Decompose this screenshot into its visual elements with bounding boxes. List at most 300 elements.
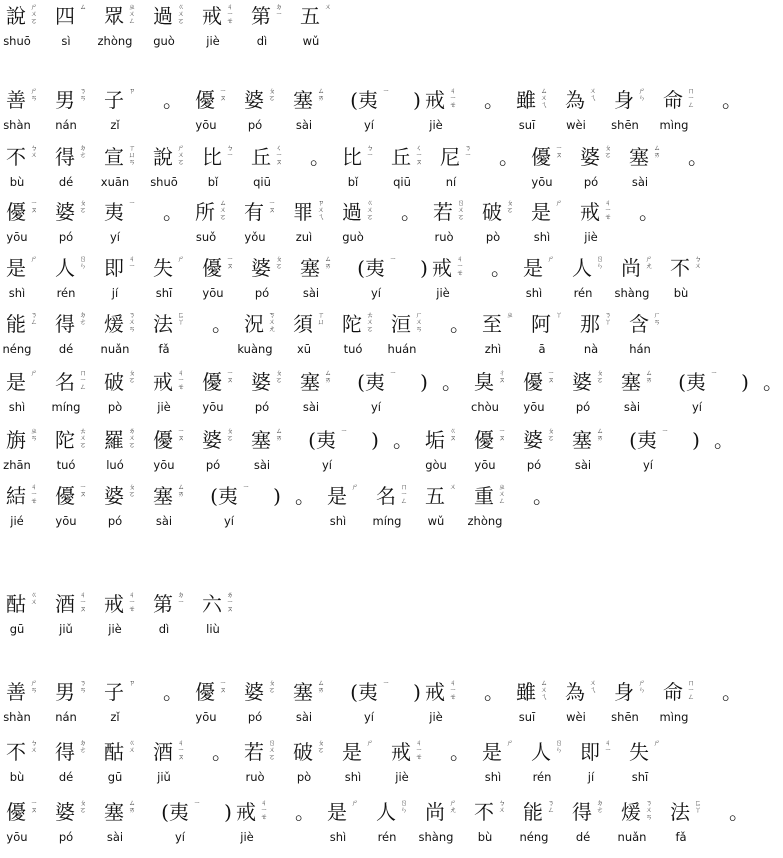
text-line bbox=[3, 427, 734, 478]
text-line bbox=[3, 3, 706, 54]
zhuyin-annotation: ㄔㄡ bbox=[498, 369, 506, 384]
ruby-character bbox=[391, 740, 429, 790]
ruby-character bbox=[614, 255, 659, 306]
ruby-character bbox=[365, 370, 403, 420]
ruby-character bbox=[391, 145, 429, 195]
hanzi: 優 bbox=[153, 428, 173, 452]
hanzi: 婆 bbox=[104, 484, 124, 508]
hanzi: 塞 bbox=[251, 428, 271, 452]
pinyin-annotation: jiè bbox=[240, 830, 254, 844]
ruby-character bbox=[482, 200, 520, 250]
pinyin-annotation: ruò bbox=[434, 230, 454, 244]
zhuyin-annotation: ㄗㄨㄟ bbox=[317, 199, 325, 221]
ruby-character bbox=[572, 370, 610, 420]
hanzi: 第 bbox=[153, 592, 173, 616]
zhuyin-annotation: ㄋㄢ bbox=[79, 679, 87, 694]
hanzi: 婆 bbox=[251, 370, 271, 394]
pinyin-annotation: rén bbox=[56, 286, 76, 300]
period-mark: 。 bbox=[533, 484, 553, 508]
pinyin-annotation: jiè bbox=[436, 286, 450, 300]
ruby-character bbox=[55, 312, 93, 362]
hanzi: 是 bbox=[482, 740, 502, 764]
period-mark: 。 bbox=[484, 88, 504, 112]
zhuyin-annotation: ㄅㄧ bbox=[226, 144, 234, 159]
pinyin-annotation: nà bbox=[583, 342, 599, 356]
zhuyin-annotation: ㄖㄨㄛ bbox=[268, 739, 276, 761]
pinyin-annotation: dé bbox=[58, 342, 74, 356]
pinyin-annotation: nán bbox=[55, 118, 77, 132]
pinyin-annotation: shī bbox=[631, 770, 649, 784]
pinyin-annotation: dì bbox=[158, 622, 170, 636]
hanzi: 婆 bbox=[244, 88, 264, 112]
hanzi: 破 bbox=[482, 200, 502, 224]
ruby-character bbox=[55, 256, 93, 306]
pinyin-annotation: pó bbox=[58, 830, 74, 844]
ruby-character bbox=[153, 592, 191, 642]
pinyin-annotation: zhān bbox=[3, 458, 31, 472]
hanzi: 不 bbox=[6, 740, 26, 764]
pinyin-annotation: rén bbox=[573, 286, 593, 300]
hanzi: 是 bbox=[523, 256, 543, 280]
pinyin-annotation: yōu bbox=[474, 458, 496, 472]
zhuyin-annotation: ㄕ bbox=[547, 255, 555, 263]
paren-mark: ( bbox=[678, 370, 686, 394]
zhuyin-annotation: ㄍㄨㄛ bbox=[177, 3, 185, 25]
zhuyin-annotation: ㄋㄥ bbox=[547, 799, 555, 814]
hanzi: 六 bbox=[202, 592, 222, 616]
zhuyin-annotation: ㄆㄛ bbox=[268, 87, 276, 102]
pinyin-annotation: suǒ bbox=[195, 230, 217, 244]
hanzi: 酒 bbox=[55, 592, 75, 616]
ruby-character bbox=[670, 800, 708, 850]
pinyin-annotation: shì bbox=[484, 770, 502, 784]
pinyin-annotation: jiè bbox=[429, 710, 443, 724]
paren-mark: ( bbox=[161, 800, 169, 824]
zhuyin-annotation: ㄍㄨ bbox=[128, 739, 136, 754]
zhuyin-annotation: ㄕ bbox=[506, 739, 514, 747]
pinyin-annotation: rén bbox=[532, 770, 552, 784]
hanzi: 失 bbox=[153, 256, 173, 280]
pinyin-annotation: xuān bbox=[100, 175, 130, 189]
pinyin-annotation: jiǔ bbox=[59, 622, 73, 636]
paren-mark: ( bbox=[210, 484, 218, 508]
ruby-character bbox=[251, 145, 289, 195]
ruby-character bbox=[244, 740, 282, 790]
zhuyin-annotation: ㄍㄨ bbox=[30, 591, 38, 606]
period-mark: 。 bbox=[722, 680, 742, 704]
zhuyin-annotation: ㄨ bbox=[449, 483, 457, 491]
zhuyin-annotation: ㄕㄨㄛ bbox=[30, 3, 38, 25]
pinyin-annotation: bù bbox=[9, 175, 25, 189]
pinyin-annotation: shàn bbox=[3, 710, 31, 724]
ruby-character bbox=[572, 256, 610, 306]
ruby-character bbox=[104, 680, 142, 730]
hanzi: 身 bbox=[614, 680, 634, 704]
ruby-character bbox=[300, 370, 338, 420]
ruby-character bbox=[3, 679, 44, 730]
zhuyin-annotation: ㄅㄨ bbox=[694, 255, 702, 270]
hanzi: 優 bbox=[195, 88, 215, 112]
ruby-character bbox=[482, 312, 520, 362]
ruby-character bbox=[195, 200, 233, 250]
zhuyin-annotation: ㄇㄧㄥ bbox=[79, 369, 87, 391]
zhuyin-annotation: ㄗ bbox=[128, 679, 136, 687]
hanzi: 即 bbox=[580, 740, 600, 764]
hanzi: 是 bbox=[6, 256, 26, 280]
ruby-character bbox=[202, 4, 240, 54]
ruby-character bbox=[565, 88, 603, 138]
pinyin-annotation: bǐ bbox=[347, 175, 359, 189]
zhuyin-annotation: ㄙㄞ bbox=[324, 369, 332, 384]
pinyin-annotation: dé bbox=[58, 175, 74, 189]
pinyin-annotation: yí bbox=[223, 514, 234, 528]
pinyin-annotation: sài bbox=[302, 286, 320, 300]
ruby-character bbox=[6, 592, 44, 642]
zhuyin-annotation: ㄕㄨㄛ bbox=[177, 144, 185, 166]
pinyin-annotation: shì bbox=[8, 400, 26, 414]
ruby-character bbox=[153, 484, 191, 534]
zhuyin-annotation: ㄕㄢ bbox=[30, 87, 38, 102]
zhuyin-annotation: ㄐㄧㄝ bbox=[177, 369, 185, 391]
pinyin-annotation: sài bbox=[253, 458, 271, 472]
pinyin-annotation: shì bbox=[533, 230, 551, 244]
hanzi: 陀 bbox=[55, 428, 75, 452]
hanzi: 夷 bbox=[169, 800, 189, 824]
zhuyin-annotation: ㄙㄞ bbox=[177, 483, 185, 498]
paren-mark: ( bbox=[308, 428, 316, 452]
ruby-character bbox=[425, 680, 463, 730]
pinyin-annotation: tuó bbox=[56, 458, 76, 472]
zhuyin-annotation: ㄏㄢ bbox=[653, 311, 661, 326]
pinyin-annotation: xū bbox=[296, 342, 312, 356]
zhuyin-annotation: ㄍㄨㄛ bbox=[366, 199, 374, 221]
ruby-character bbox=[376, 800, 414, 850]
hanzi: 戒 bbox=[425, 88, 445, 112]
ruby-character bbox=[471, 369, 512, 420]
ruby-character bbox=[580, 200, 618, 250]
paren-mark: ( bbox=[357, 370, 365, 394]
ruby-character bbox=[531, 740, 569, 790]
pinyin-annotation: qiū bbox=[253, 175, 271, 189]
paren-mark: ) bbox=[741, 370, 749, 394]
hanzi: 婆 bbox=[580, 145, 600, 169]
pinyin-annotation: zǐ bbox=[110, 118, 120, 132]
hanzi: 煖 bbox=[621, 800, 641, 824]
hanzi: 羅 bbox=[104, 428, 124, 452]
hanzi: 得 bbox=[55, 740, 75, 764]
zhuyin-annotation: ㄧㄡ bbox=[547, 369, 555, 384]
zhuyin-annotation: ㄖㄣ bbox=[555, 739, 563, 754]
hanzi: 戒 bbox=[236, 800, 256, 824]
period-mark: 。 bbox=[393, 428, 413, 452]
ruby-character bbox=[516, 680, 554, 730]
pinyin-annotation: pó bbox=[58, 230, 74, 244]
hanzi: 罪 bbox=[293, 200, 313, 224]
pinyin-annotation: rén bbox=[377, 830, 397, 844]
period-mark: 。 bbox=[639, 200, 659, 224]
ruby-character bbox=[104, 88, 142, 138]
zhuyin-annotation: ㄙㄞ bbox=[317, 679, 325, 694]
zhuyin-annotation: ㄙㄞ bbox=[653, 144, 661, 159]
zhuyin-annotation: ㄕ bbox=[555, 199, 563, 207]
hanzi: 名 bbox=[376, 484, 396, 508]
hanzi: 塞 bbox=[572, 428, 592, 452]
ruby-character bbox=[3, 3, 44, 54]
ruby-character bbox=[104, 256, 142, 306]
pinyin-annotation: wǔ bbox=[427, 514, 445, 528]
zhuyin-annotation: ㄆㄛ bbox=[79, 799, 87, 814]
ruby-character bbox=[104, 592, 142, 642]
hanzi: 塞 bbox=[293, 88, 313, 112]
ruby-character bbox=[202, 370, 240, 420]
zhuyin-annotation: ㄐㄧ bbox=[604, 739, 612, 754]
paren-mark: ) bbox=[420, 370, 428, 394]
hanzi: 優 bbox=[531, 145, 551, 169]
ruby-character bbox=[55, 800, 93, 850]
zhuyin-annotation: ㄐㄧㄝ bbox=[449, 679, 457, 701]
pinyin-annotation: shàng bbox=[614, 286, 650, 300]
pinyin-annotation: sài bbox=[574, 458, 592, 472]
zhuyin-annotation: ㄅㄨ bbox=[498, 799, 506, 814]
hanzi: 雖 bbox=[516, 680, 536, 704]
zhuyin-annotation: ㄕㄤ bbox=[645, 255, 653, 270]
pinyin-annotation: mìng bbox=[659, 710, 689, 724]
zhuyin-annotation: ㄧㄡ bbox=[219, 679, 227, 694]
ruby-character bbox=[236, 800, 274, 850]
pinyin-annotation: sài bbox=[106, 830, 124, 844]
pinyin-annotation: bù bbox=[477, 830, 493, 844]
ruby-character bbox=[316, 428, 354, 478]
pinyin-annotation: shēn bbox=[611, 710, 639, 724]
zhuyin-annotation: ㄋㄨㄢ bbox=[645, 799, 653, 821]
pinyin-annotation: pò bbox=[107, 400, 123, 414]
hanzi: 夷 bbox=[218, 484, 238, 508]
pinyin-annotation: luó bbox=[106, 458, 124, 472]
period-mark: 。 bbox=[763, 370, 783, 394]
pinyin-annotation: pó bbox=[107, 514, 123, 528]
pinyin-annotation: yōu bbox=[195, 118, 217, 132]
hanzi: 酒 bbox=[153, 740, 173, 764]
zhuyin-annotation: ㄐㄧㄝ bbox=[449, 87, 457, 109]
zhuyin-annotation: ㄆㄛ bbox=[268, 679, 276, 694]
zhuyin-annotation: ㄑㄧㄡ bbox=[415, 144, 423, 166]
hanzi: 戒 bbox=[580, 200, 600, 224]
hanzi: 得 bbox=[55, 145, 75, 169]
hanzi: 阿 bbox=[531, 312, 551, 336]
ruby-character bbox=[169, 800, 207, 850]
zhuyin-annotation: ㄇㄧㄥ bbox=[687, 87, 695, 109]
ruby-character bbox=[6, 370, 44, 420]
text-line bbox=[6, 145, 706, 195]
zhuyin-annotation: ㄐㄧㄝ bbox=[604, 199, 612, 221]
period-mark: 。 bbox=[163, 680, 183, 704]
ruby-character bbox=[572, 428, 610, 478]
hanzi: 優 bbox=[6, 800, 26, 824]
pinyin-annotation: shàng bbox=[418, 830, 454, 844]
zhuyin-annotation: ㄙㄞ bbox=[275, 427, 283, 442]
pinyin-annotation: jiè bbox=[206, 34, 220, 48]
hanzi: 人 bbox=[572, 256, 592, 280]
hanzi: 善 bbox=[6, 680, 26, 704]
hanzi: 塞 bbox=[104, 800, 124, 824]
hanzi: 男 bbox=[55, 680, 75, 704]
ruby-character bbox=[3, 87, 44, 138]
ruby-character bbox=[251, 370, 289, 420]
ruby-character bbox=[55, 484, 93, 534]
zhuyin-annotation: ㄉㄧ bbox=[275, 3, 283, 18]
pinyin-annotation: yōu bbox=[195, 710, 217, 724]
pinyin-annotation: hán bbox=[629, 342, 651, 356]
pinyin-annotation: yí bbox=[691, 400, 702, 414]
pinyin-annotation: yōu bbox=[523, 400, 545, 414]
pinyin-annotation: pó bbox=[526, 458, 542, 472]
ruby-character bbox=[327, 484, 365, 534]
hanzi: 塞 bbox=[153, 484, 173, 508]
zhuyin-annotation: ㄋㄥ bbox=[30, 311, 38, 326]
zhuyin-annotation: ㄆㄛ bbox=[79, 199, 87, 214]
zhuyin-annotation: ㄐㄧㄝ bbox=[226, 3, 234, 25]
hanzi: 為 bbox=[565, 680, 585, 704]
hanzi: 能 bbox=[523, 800, 543, 824]
hanzi: 夷 bbox=[316, 428, 336, 452]
ruby-character bbox=[153, 428, 191, 478]
zhuyin-annotation: ㄧㄡ bbox=[30, 799, 38, 814]
pinyin-annotation: wèi bbox=[566, 710, 586, 724]
ruby-character bbox=[617, 799, 659, 850]
pinyin-annotation: wèi bbox=[566, 118, 586, 132]
zhuyin-annotation: ㄕ bbox=[351, 483, 359, 491]
text-line bbox=[3, 87, 742, 138]
zhuyin-annotation: ㄙㄨㄟ bbox=[540, 87, 548, 109]
period-mark: 。 bbox=[163, 200, 183, 224]
text-line bbox=[6, 200, 706, 250]
ruby-character bbox=[55, 740, 93, 790]
pinyin-annotation: yí bbox=[174, 830, 185, 844]
pinyin-annotation: shì bbox=[329, 514, 347, 528]
zhuyin-annotation: ㄉㄜ bbox=[79, 739, 87, 754]
period-mark: 。 bbox=[212, 312, 232, 336]
ruby-character bbox=[153, 4, 191, 54]
ruby-character bbox=[572, 800, 610, 850]
pinyin-annotation: nuǎn bbox=[617, 830, 647, 844]
hanzi: 若 bbox=[433, 200, 453, 224]
zhuyin-annotation: ㄆㄛ bbox=[506, 199, 514, 214]
ruby-character bbox=[531, 145, 569, 195]
hanzi: 說 bbox=[153, 145, 173, 169]
zhuyin-annotation: ㄙㄞ bbox=[324, 255, 332, 270]
zhuyin-annotation: ㄧ bbox=[710, 369, 718, 377]
zhuyin-annotation: ㄧ bbox=[340, 427, 348, 435]
hanzi: 破 bbox=[104, 370, 124, 394]
pinyin-annotation: ní bbox=[445, 175, 457, 189]
paren-mark: ) bbox=[224, 800, 232, 824]
pinyin-annotation: pó bbox=[254, 286, 270, 300]
hanzi: 人 bbox=[55, 256, 75, 280]
hanzi: 陀 bbox=[342, 312, 362, 336]
hanzi: 旃 bbox=[6, 428, 26, 452]
hanzi: 垢 bbox=[425, 428, 445, 452]
pinyin-annotation: jiè bbox=[157, 400, 171, 414]
pinyin-annotation: huán bbox=[387, 342, 417, 356]
zhuyin-annotation: ㄋㄧ bbox=[464, 144, 472, 159]
pinyin-annotation: gū bbox=[107, 770, 123, 784]
zhuyin-annotation: ㄐㄧㄝ bbox=[415, 739, 423, 761]
pinyin-annotation: shī bbox=[155, 286, 173, 300]
zhuyin-annotation: ㄖㄣ bbox=[596, 255, 604, 270]
ruby-character bbox=[251, 4, 289, 54]
zhuyin-annotation: ㄐㄧㄝ bbox=[456, 255, 464, 277]
pinyin-annotation: zhì bbox=[484, 342, 502, 356]
zhuyin-annotation: ㄚ bbox=[555, 311, 563, 319]
ruby-character bbox=[531, 200, 569, 250]
zhuyin-annotation: ㄕ bbox=[351, 799, 359, 807]
hanzi: 宣 bbox=[104, 145, 124, 169]
hanzi: 四 bbox=[55, 4, 75, 28]
ruby-character bbox=[629, 312, 667, 362]
hanzi: 男 bbox=[55, 88, 75, 112]
hanzi: 是 bbox=[531, 200, 551, 224]
paren-mark: ) bbox=[420, 256, 428, 280]
period-mark: 。 bbox=[295, 484, 315, 508]
zhuyin-annotation: ㄕ bbox=[30, 369, 38, 377]
hanzi: 法 bbox=[670, 800, 690, 824]
hanzi: 塞 bbox=[300, 256, 320, 280]
hanzi: 結 bbox=[6, 484, 26, 508]
hanzi: 夷 bbox=[686, 370, 706, 394]
hanzi: 過 bbox=[153, 4, 173, 28]
zhuyin-annotation: ㄇㄧㄥ bbox=[400, 483, 408, 505]
zhuyin-annotation: ㄆㄛ bbox=[604, 144, 612, 159]
hanzi: 不 bbox=[6, 145, 26, 169]
pinyin-annotation: guò bbox=[342, 230, 364, 244]
zhuyin-annotation: ㄕ bbox=[30, 255, 38, 263]
ruby-character bbox=[293, 200, 331, 250]
pinyin-annotation: suī bbox=[518, 710, 536, 724]
hanzi: 塞 bbox=[629, 145, 649, 169]
zhuyin-annotation: ㄍㄡ bbox=[449, 427, 457, 442]
ruby-character bbox=[293, 312, 331, 362]
ruby-character bbox=[523, 428, 561, 478]
hanzi: 所 bbox=[195, 200, 215, 224]
ruby-character bbox=[425, 88, 463, 138]
pinyin-annotation: gū bbox=[9, 622, 25, 636]
pinyin-annotation: jí bbox=[111, 286, 119, 300]
ruby-character bbox=[621, 370, 659, 420]
ruby-character bbox=[6, 145, 44, 195]
hanzi: 即 bbox=[104, 256, 124, 280]
hanzi: 況 bbox=[244, 312, 264, 336]
ruby-character bbox=[251, 428, 289, 478]
zhuyin-annotation: ㄆㄛ bbox=[275, 369, 283, 384]
ruby-character bbox=[104, 484, 142, 534]
zhuyin-annotation: ㄧㄡ bbox=[555, 144, 563, 159]
hanzi: 能 bbox=[6, 312, 26, 336]
ruby-character bbox=[6, 484, 44, 534]
period-mark: 。 bbox=[722, 88, 742, 112]
paren-mark: ( bbox=[629, 428, 637, 452]
ruby-character bbox=[611, 87, 652, 138]
hanzi: 戒 bbox=[391, 740, 411, 764]
zhuyin-annotation: ㄙㄞ bbox=[645, 369, 653, 384]
hanzi: 婆 bbox=[55, 200, 75, 224]
ruby-character bbox=[202, 145, 240, 195]
hanzi: 優 bbox=[202, 370, 222, 394]
hanzi: 優 bbox=[523, 370, 543, 394]
hanzi: 五 bbox=[300, 4, 320, 28]
ruby-character bbox=[425, 484, 463, 534]
hanzi: 戒 bbox=[153, 370, 173, 394]
zhuyin-annotation: ㄨㄟ bbox=[589, 679, 597, 694]
